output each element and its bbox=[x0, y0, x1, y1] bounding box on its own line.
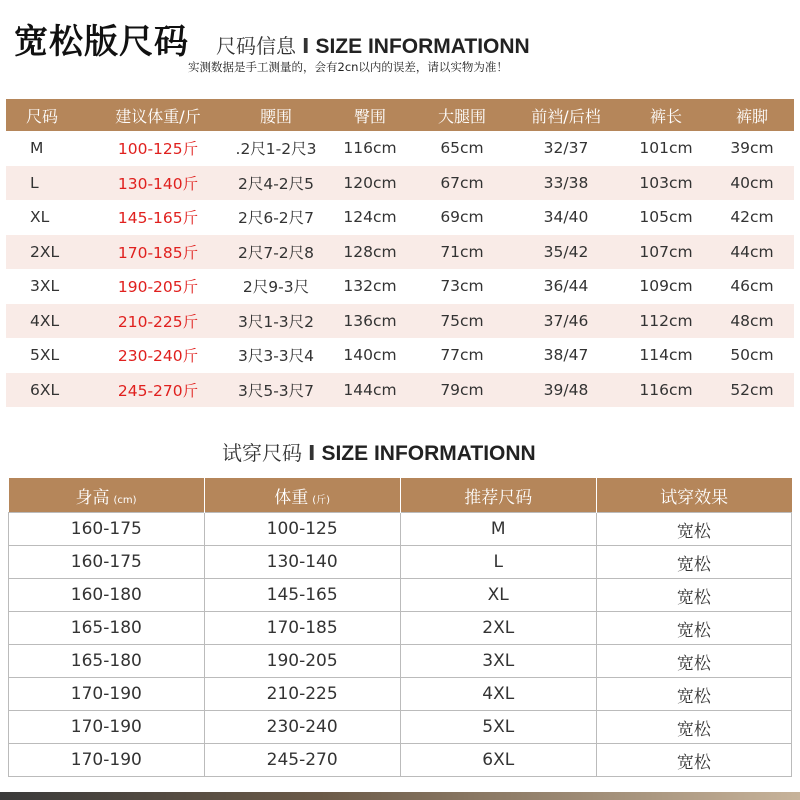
length-cell: 105cm bbox=[639, 208, 693, 227]
rise-cell: 37/46 bbox=[543, 311, 589, 330]
fit-effect-cell: 宽松 bbox=[596, 513, 791, 546]
waist-cell: 2尺7-2尺8 bbox=[237, 243, 315, 262]
col-header bbox=[400, 478, 596, 513]
col-header: 裤脚 bbox=[735, 106, 768, 126]
waist-cell: 3尺1-3尺2 bbox=[237, 312, 315, 331]
hem-cell: 42cm bbox=[730, 208, 774, 227]
thigh-cell: 77cm bbox=[440, 346, 484, 365]
size-info-table bbox=[6, 99, 794, 407]
recommended-size-cell: L bbox=[400, 546, 596, 579]
hip-cell: 120cm bbox=[343, 173, 397, 192]
table-row bbox=[6, 338, 794, 373]
weight-cell: 230-240斤 bbox=[117, 347, 199, 366]
size-cell: M bbox=[30, 139, 44, 158]
rise-cell: 32/37 bbox=[543, 139, 589, 158]
weight-cell: 145-165 bbox=[204, 579, 400, 612]
size-cell: 2XL bbox=[30, 242, 60, 261]
size-cell: 4XL bbox=[30, 311, 60, 330]
rise-cell: 35/42 bbox=[543, 242, 589, 261]
col-header-label: 试穿效果 bbox=[660, 487, 729, 508]
height-cell: 170-190 bbox=[9, 744, 205, 777]
length-cell: 116cm bbox=[639, 380, 693, 399]
rise-cell: 34/40 bbox=[543, 208, 589, 227]
col-header: 尺码 bbox=[26, 106, 59, 126]
col-header-unit: (cm) bbox=[113, 494, 137, 506]
thigh-cell: 75cm bbox=[440, 311, 484, 330]
fit-effect-cell: 宽松 bbox=[596, 744, 791, 777]
fit-info-heading-en: SIZE INFORMATIONN bbox=[321, 442, 536, 465]
thigh-cell: 71cm bbox=[440, 242, 484, 261]
hem-cell: 40cm bbox=[730, 173, 774, 192]
weight-cell: 170-185斤 bbox=[117, 243, 199, 262]
table-row bbox=[9, 546, 792, 579]
height-cell: 165-180 bbox=[9, 645, 205, 678]
recommended-size-cell: XL bbox=[400, 579, 596, 612]
table-row bbox=[9, 678, 792, 711]
table-row bbox=[9, 612, 792, 645]
hem-cell: 46cm bbox=[730, 277, 774, 296]
height-cell: 170-190 bbox=[9, 678, 205, 711]
height-cell: 160-175 bbox=[9, 513, 205, 546]
heading-separator: I bbox=[308, 441, 316, 465]
col-header: 大腿围 bbox=[437, 106, 486, 126]
thigh-cell: 73cm bbox=[440, 277, 484, 296]
weight-cell: 245-270 bbox=[204, 744, 400, 777]
fit-effect-cell: 宽松 bbox=[596, 645, 791, 678]
weight-cell: 190-205斤 bbox=[117, 278, 199, 297]
waist-cell: .2尺1-2尺3 bbox=[235, 140, 317, 159]
table-row bbox=[6, 304, 794, 339]
recommended-size-cell: 6XL bbox=[400, 744, 596, 777]
hem-cell: 52cm bbox=[730, 380, 774, 399]
brand-title: 宽松版尺码 bbox=[14, 22, 189, 62]
weight-cell: 145-165斤 bbox=[117, 209, 199, 228]
fit-info-heading bbox=[222, 437, 536, 466]
fit-info-header-row bbox=[9, 478, 792, 513]
thigh-cell: 69cm bbox=[440, 208, 484, 227]
fit-info-heading-cn: 试穿尺码 bbox=[222, 441, 302, 465]
weight-cell: 245-270斤 bbox=[117, 381, 199, 400]
size-info-heading bbox=[216, 30, 530, 59]
col-header bbox=[596, 478, 791, 513]
col-header-unit: (斤) bbox=[312, 494, 331, 506]
fit-info-table bbox=[8, 478, 792, 777]
table-row bbox=[9, 645, 792, 678]
height-cell: 165-180 bbox=[9, 612, 205, 645]
height-cell: 160-175 bbox=[9, 546, 205, 579]
weight-cell: 100-125斤 bbox=[117, 140, 199, 159]
thigh-cell: 67cm bbox=[440, 173, 484, 192]
col-header bbox=[9, 478, 205, 513]
rise-cell: 33/38 bbox=[543, 173, 589, 192]
weight-cell: 230-240 bbox=[204, 711, 400, 744]
height-cell: 160-180 bbox=[9, 579, 205, 612]
col-header-label: 体重 bbox=[274, 487, 309, 508]
size-cell: 5XL bbox=[30, 346, 60, 365]
waist-cell: 3尺5-3尺7 bbox=[237, 381, 315, 400]
hip-cell: 144cm bbox=[343, 380, 397, 399]
hip-cell: 128cm bbox=[343, 242, 397, 261]
hem-cell: 44cm bbox=[730, 242, 774, 261]
weight-cell: 210-225 bbox=[204, 678, 400, 711]
table-row bbox=[9, 513, 792, 546]
hip-cell: 132cm bbox=[343, 277, 397, 296]
table-row bbox=[9, 711, 792, 744]
table-row bbox=[9, 579, 792, 612]
col-header bbox=[204, 478, 400, 513]
table-row bbox=[6, 166, 794, 201]
weight-cell: 210-225斤 bbox=[117, 312, 199, 331]
size-info-header-row bbox=[6, 99, 794, 131]
weight-cell: 130-140斤 bbox=[117, 174, 199, 193]
hip-cell: 116cm bbox=[343, 139, 397, 158]
length-cell: 109cm bbox=[639, 277, 693, 296]
size-cell: 6XL bbox=[30, 380, 60, 399]
hip-cell: 124cm bbox=[343, 208, 397, 227]
weight-cell: 190-205 bbox=[204, 645, 400, 678]
length-cell: 101cm bbox=[639, 139, 693, 158]
col-header-label: 推荐尺码 bbox=[464, 487, 533, 508]
weight-cell: 100-125 bbox=[204, 513, 400, 546]
size-cell: XL bbox=[30, 208, 50, 227]
table-row bbox=[6, 373, 794, 408]
hem-cell: 39cm bbox=[730, 139, 774, 158]
fit-effect-cell: 宽松 bbox=[596, 711, 791, 744]
table-row bbox=[9, 744, 792, 777]
recommended-size-cell: M bbox=[400, 513, 596, 546]
thigh-cell: 65cm bbox=[440, 139, 484, 158]
col-header: 前裆/后档 bbox=[531, 106, 601, 126]
waist-cell: 2尺4-2尺5 bbox=[237, 174, 315, 193]
col-header: 臀围 bbox=[353, 106, 386, 126]
measurement-note: 实测数据是手工测量的，会有2cn以内的误差，请以实物为准！ bbox=[188, 60, 508, 74]
waist-cell: 3尺3-3尺4 bbox=[237, 347, 315, 366]
waist-cell: 2尺9-3尺 bbox=[242, 278, 310, 297]
col-header: 建议体重/斤 bbox=[115, 106, 201, 126]
table-row bbox=[6, 131, 794, 166]
size-info-heading-cn: 尺码信息 bbox=[216, 34, 296, 58]
rise-cell: 39/48 bbox=[543, 380, 589, 399]
waist-cell: 2尺6-2尺7 bbox=[237, 209, 315, 228]
thigh-cell: 79cm bbox=[440, 380, 484, 399]
fit-effect-cell: 宽松 bbox=[596, 579, 791, 612]
col-header: 裤长 bbox=[649, 106, 682, 126]
hem-cell: 48cm bbox=[730, 311, 774, 330]
length-cell: 107cm bbox=[639, 242, 693, 261]
length-cell: 103cm bbox=[639, 173, 693, 192]
fit-effect-cell: 宽松 bbox=[596, 612, 791, 645]
recommended-size-cell: 5XL bbox=[400, 711, 596, 744]
heading-separator: I bbox=[302, 34, 310, 58]
hip-cell: 140cm bbox=[343, 346, 397, 365]
weight-cell: 170-185 bbox=[204, 612, 400, 645]
length-cell: 112cm bbox=[639, 311, 693, 330]
recommended-size-cell: 3XL bbox=[400, 645, 596, 678]
fit-effect-cell: 宽松 bbox=[596, 546, 791, 579]
rise-cell: 36/44 bbox=[543, 277, 589, 296]
recommended-size-cell: 2XL bbox=[400, 612, 596, 645]
size-cell: L bbox=[30, 173, 39, 192]
weight-cell: 130-140 bbox=[204, 546, 400, 579]
length-cell: 114cm bbox=[639, 346, 693, 365]
recommended-size-cell: 4XL bbox=[400, 678, 596, 711]
hem-cell: 50cm bbox=[730, 346, 774, 365]
size-info-heading-en: SIZE INFORMATIONN bbox=[315, 35, 530, 58]
col-header: 腰围 bbox=[259, 106, 292, 126]
table-row bbox=[6, 200, 794, 235]
table-row bbox=[6, 235, 794, 270]
rise-cell: 38/47 bbox=[543, 346, 589, 365]
table-row bbox=[6, 269, 794, 304]
hip-cell: 136cm bbox=[343, 311, 397, 330]
height-cell: 170-190 bbox=[9, 711, 205, 744]
fit-effect-cell: 宽松 bbox=[596, 678, 791, 711]
bottom-photo-strip bbox=[0, 792, 800, 800]
size-cell: 3XL bbox=[30, 277, 60, 296]
col-header-label: 身高 bbox=[75, 487, 110, 508]
